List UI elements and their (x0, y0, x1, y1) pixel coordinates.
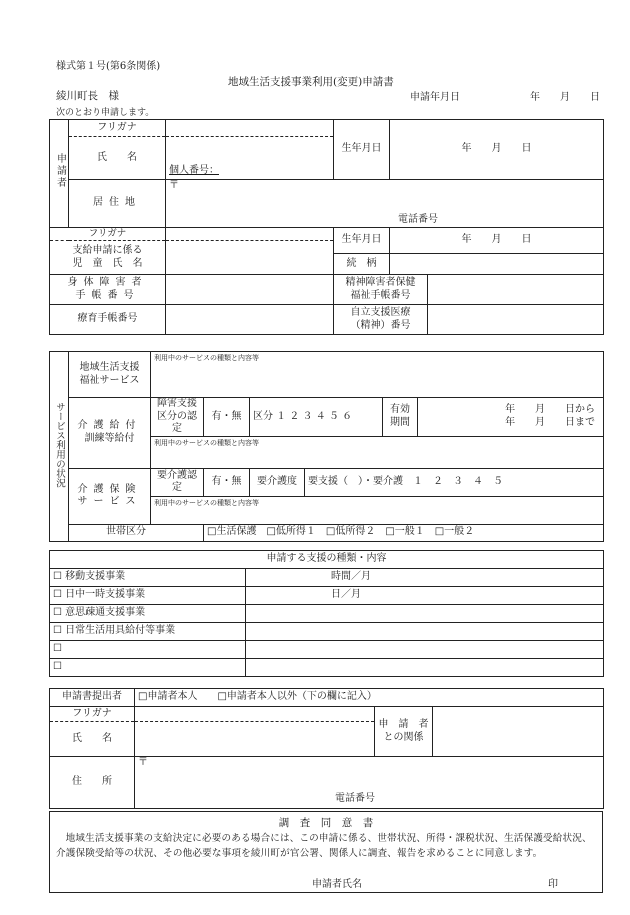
applicant-phone-label: 電話番号 (398, 214, 438, 225)
submitter-furigana-label: フリガナ (50, 707, 135, 722)
support-table (49, 550, 604, 677)
application-date-blank: 年 月 日 (530, 92, 600, 103)
applicant-birth-field[interactable]: 年 月 日 (390, 120, 604, 180)
intro-text: 次のとおり申請します。 (56, 108, 155, 118)
applicant-birth-label: 生年月日 (334, 120, 390, 180)
child-furigana-label: フリガナ (50, 228, 166, 241)
service-section-label: サービス利用の状況 (50, 352, 69, 542)
support-header: 申請する支援の種類・内容 (50, 551, 604, 569)
shogai-umu[interactable]: 有・無 (204, 398, 250, 437)
child-birth-field[interactable]: 年 月 日 (390, 228, 604, 254)
yuko-kikan-field[interactable]: 年 月 日から 年 月 日まで (418, 398, 604, 437)
household-label: 世帯区分 (59, 524, 194, 541)
submitter-label: 申請書提出者 (50, 689, 135, 707)
support-item[interactable]: ☐ 移動支援事業 (50, 569, 246, 587)
child-name-field[interactable] (166, 241, 334, 275)
physical-handbook-label: 身体障害者 手帳番号 (50, 275, 166, 305)
relation-field[interactable] (390, 254, 604, 275)
kaigo-service-field[interactable]: 利用中のサービスの種類と内容等 (151, 436, 604, 468)
personal-number-label: 個人番号： (169, 164, 219, 176)
household-options[interactable]: □生活保護 □低所得１ □低所得２ □一般１ □一般２ (204, 524, 604, 541)
submitter-address-field[interactable] (135, 757, 604, 809)
child-furigana-field[interactable] (166, 228, 334, 241)
support-unit[interactable]: 時間／月 (246, 569, 604, 587)
relation-with-applicant-label: 申 請 者 との関係 (375, 707, 433, 757)
support-item[interactable]: ☐ (50, 641, 246, 659)
relation-with-applicant-field[interactable] (433, 707, 604, 757)
mental-handbook-label: 精神障害者保健 福祉手帳番号 (334, 275, 428, 305)
seal-mark: 印 (548, 879, 558, 890)
support-item[interactable]: ☐ 意思疎通支援事業 (50, 605, 246, 623)
consent-box (49, 811, 603, 893)
submitter-table (49, 688, 604, 809)
support-item[interactable]: ☐ (50, 659, 246, 677)
submitter-options[interactable]: □申請者本人 □申請者本人以外（下の欄に記入） (135, 689, 604, 707)
chiiki-service-field[interactable]: 利用中のサービスの種類と内容等 (151, 352, 604, 398)
applicant-address-field[interactable] (166, 180, 604, 228)
yokaigo-nintei-label: 要介護認定 (151, 468, 204, 496)
yokaigodo-label: 要介護度 (250, 468, 305, 496)
medical-number-field[interactable] (428, 305, 604, 335)
child-name-label: 支給申請に係る 児 童 氏 名 (50, 241, 166, 275)
consent-body: 地域生活支援事業の支給決定に必要のある場合には、この申請に係る、世帯状況、所得・課税状況、生活保護受給状況、介護保険受給等の状況、その他必要な事項を綾川町が官公署、関係人に調査、報告を求めることに同意します。 (56, 833, 592, 859)
applicant-furigana-field[interactable] (166, 120, 334, 137)
postal-mark: 〒 (169, 180, 179, 191)
kubun-levels[interactable]: 区分 １ ２ ３ ４ ５ ６ (250, 398, 383, 437)
support-item[interactable]: ☐ 日中一時支援事業 (50, 587, 246, 605)
chiiki-service-label: 地域生活支援 福祉サービス (69, 352, 151, 398)
form-title: 地域生活支援事業利用(変更)申請書 (228, 76, 394, 88)
applicant-section-label: 申請者 (50, 120, 69, 228)
service-status-table (49, 351, 604, 542)
applicant-furigana-label: フリガナ (69, 120, 166, 137)
applicant-name-field[interactable] (166, 137, 334, 180)
medical-number-label: 自立支援医療 （精神）番号 (334, 305, 428, 335)
child-birth-label: 生年月日 (334, 228, 390, 254)
submitter-address-label: 住 所 (50, 757, 135, 809)
submitter-name-label: 氏 名 (50, 722, 135, 757)
consent-title: 調 査 同 意 書 (278, 817, 374, 829)
submitter-name-field[interactable] (135, 722, 375, 757)
application-date-label: 申請年月日 (410, 92, 460, 103)
submitter-phone-label: 電話番号 (335, 793, 375, 804)
signature-label: 申請者氏名 (312, 879, 362, 890)
postal-mark: 〒 (138, 757, 148, 768)
yokaigo-umu[interactable]: 有・無 (204, 468, 250, 496)
support-unit[interactable] (246, 623, 604, 641)
support-unit[interactable]: 日／月 (246, 587, 604, 605)
applicant-table (49, 119, 604, 335)
support-unit[interactable] (246, 641, 604, 659)
kaigo-hoken-label: 介護保険 サービス (69, 468, 151, 524)
addressee: 綾川町長 様 (56, 90, 119, 102)
mental-handbook-field[interactable] (428, 275, 604, 305)
yokaigo-levels[interactable]: 要支援（ ）・要介護 １ ２ ３ ４ ５ (305, 468, 604, 496)
yuko-kikan-label: 有効 期間 (383, 398, 418, 437)
support-item[interactable]: ☐ 日常生活用具給付等事業 (50, 623, 246, 641)
physical-handbook-field[interactable] (166, 275, 334, 305)
support-unit[interactable] (246, 605, 604, 623)
support-unit[interactable] (246, 659, 604, 677)
applicant-name-label: 氏 名 (69, 137, 166, 180)
shogai-shien-label: 障害支援 区分の認定 (151, 398, 204, 437)
form-number: 様式第１号(第6条関係) (56, 61, 161, 72)
ryoiku-handbook-field[interactable] (166, 305, 334, 335)
ryoiku-handbook-label: 療育手帳番号 (50, 305, 166, 335)
relation-label: 続 柄 (334, 254, 390, 275)
submitter-furigana-field[interactable] (135, 707, 375, 722)
applicant-address-label: 居住地 (69, 180, 166, 228)
hoken-service-field[interactable]: 利用中のサービスの種類と内容等 (151, 496, 604, 524)
kaigo-kyufu-label: 介護給付 訓練等給付 (69, 398, 151, 469)
